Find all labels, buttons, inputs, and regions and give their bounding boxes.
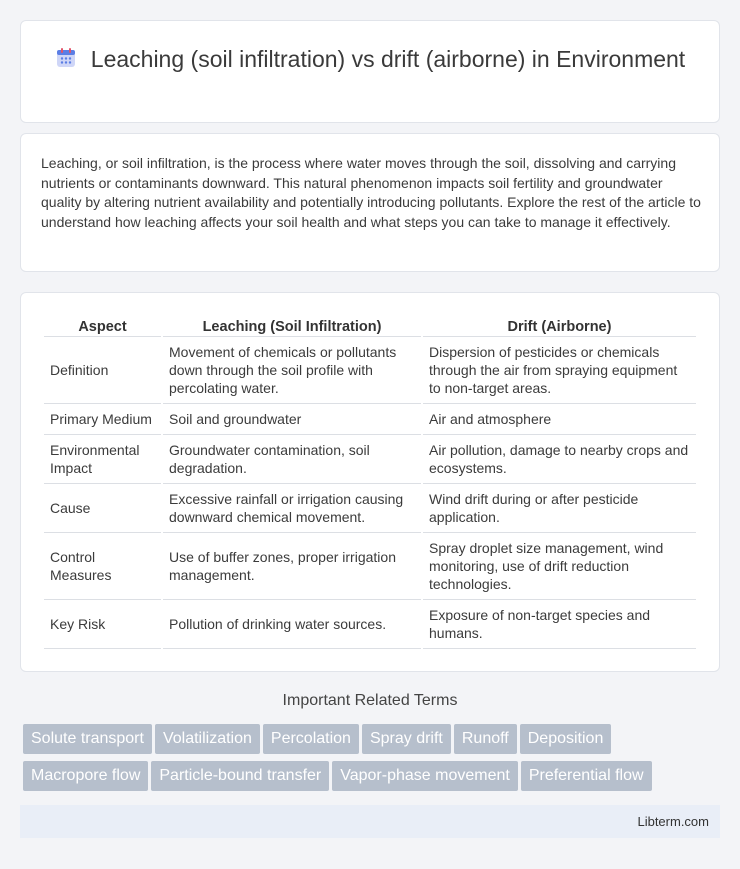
table-row [44,600,696,649]
tag-runoff[interactable]: Runoff [454,724,517,754]
leaching-cell: Use of buffer zones, proper irrigation management. [163,533,421,600]
aspect-cell: Definition [44,337,161,404]
drift-cell: Air pollution, damage to nearby crops and ecosystems. [423,435,696,484]
drift-cell: Air and atmosphere [423,404,696,435]
tag-row [23,761,723,798]
comparison-table [42,313,698,649]
header-aspect: Aspect [44,313,161,337]
leaching-cell: Excessive rainfall or irrigation causing downward chemical movement. [163,484,421,533]
tag-deposition[interactable]: Deposition [520,724,612,754]
table-row [44,404,696,435]
tag-macropore-flow[interactable]: Macropore flow [23,761,148,791]
drift-cell: Exposure of non-target species and humans. [423,600,696,649]
leaching-cell: Groundwater contamination, soil degradation. [163,435,421,484]
drift-cell: Spray droplet size management, wind monitoring, use of drift reduction technologies. [423,533,696,600]
tag-preferential-flow[interactable]: Preferential flow [521,761,652,791]
tag-row [23,724,723,761]
drift-cell: Wind drift during or after pesticide application. [423,484,696,533]
related-terms-title: Important Related Terms [282,692,458,709]
tag-percolation[interactable]: Percolation [263,724,359,754]
leaching-cell: Soil and groundwater [163,404,421,435]
aspect-cell: Key Risk [44,600,161,649]
intro-paragraph: Leaching, or soil infiltration, is the process where water moves through the soil, dissolving and carrying nutrients or contaminants downward. This natural phenomenon impacts soil fertility and groundwater quality by altering nutrient availability and potentially introducing pollutants. Explore the rest of the article to understand how leaching affects your soil health and what steps you can take to manage it effectively. [41,155,701,230]
footer [20,805,720,838]
tag-volatilization[interactable]: Volatilization [155,724,260,754]
leaching-cell: Pollution of drinking water sources. [163,600,421,649]
title-card [20,20,720,123]
intro-card [20,133,720,272]
aspect-cell: Environmental Impact [44,435,161,484]
header-drift: Drift (Airborne) [423,313,696,337]
tag-solute-transport[interactable]: Solute transport [23,724,152,754]
table-row [44,435,696,484]
header-leaching: Leaching (Soil Infiltration) [163,313,421,337]
leaching-cell: Movement of chemicals or pollutants down through the soil profile with percolating water. [163,337,421,404]
calendar-icon [55,47,77,69]
tag-vapor-phase-movement[interactable]: Vapor-phase movement [332,761,518,791]
footer-site-link[interactable]: Libterm.com [637,814,709,829]
tag-spray-drift[interactable]: Spray drift [362,724,451,754]
table-row [44,337,696,404]
table-header-row [44,313,696,337]
aspect-cell: Primary Medium [44,404,161,435]
comparison-card [20,292,720,672]
tag-particle-bound-transfer[interactable]: Particle-bound transfer [151,761,329,791]
table-row [44,533,696,600]
aspect-cell: Control Measures [44,533,161,600]
table-row [44,484,696,533]
related-terms [23,724,723,798]
drift-cell: Dispersion of pesticides or chemicals through the air from spraying equipment to non-target areas. [423,337,696,404]
aspect-cell: Cause [44,484,161,533]
title-text: Leaching (soil infiltration) vs drift (airborne) in Environment [90,46,686,72]
page-title [21,45,719,74]
